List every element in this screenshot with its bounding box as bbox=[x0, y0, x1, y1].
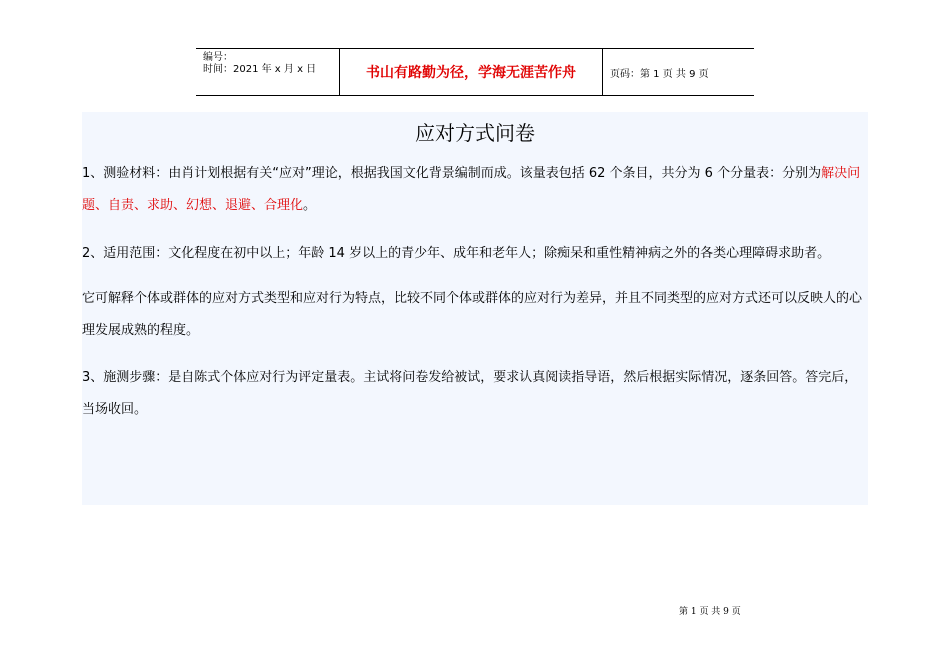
paragraph-explanation: 它可解释个体或群体的应对方式类型和应对行为特点，比较不同个体或群体的应对行为差异，并且不同类型的应对方式还可以反映人的心理发展成熟的程度。 bbox=[82, 291, 863, 338]
footer-page-number: 第 1 页 共 9 页 bbox=[679, 607, 741, 617]
header-meta-cell bbox=[196, 49, 339, 95]
document-header bbox=[196, 48, 754, 96]
paragraph-materials bbox=[82, 158, 868, 222]
document-body bbox=[82, 112, 868, 505]
header-motto: 书山有路勤为径，学海无涯苦作舟 bbox=[366, 65, 576, 81]
paragraph-procedure: 3、施测步骤：是自陈式个体应对行为评定量表。主试将问卷发给被试，要求认真阅读指导语，然后根据实际情况，逐条回答。答完后，当场收回。 bbox=[82, 370, 858, 417]
materials-text: 1、测验材料：由肖计划根据有关“应对”理论，根据我国文化背景编制而成。该量表包括 62 个条目，共分为 6 个分量表：分别为 bbox=[82, 166, 822, 181]
header-page-info: 页码：第 1 页 共 9 页 bbox=[610, 68, 709, 80]
paragraph-scope: 2、适用范围：文化程度在初中以上；年龄 14 岁以上的青少年、成年和老年人；除痴呆和重性精神病之外的各类心理障碍求助者。 bbox=[82, 246, 831, 261]
time-label: 时间：2021 年 x 月 x 日 bbox=[203, 64, 317, 75]
header-page-cell bbox=[603, 49, 754, 95]
subscale-list: 解决问题、自责、求助、幻想、退避、合理化 bbox=[82, 166, 861, 213]
document-title: 应对方式问卷 bbox=[415, 121, 535, 145]
page-footer bbox=[679, 604, 741, 617]
header-motto-cell bbox=[339, 49, 603, 95]
materials-end: 。 bbox=[303, 198, 317, 213]
number-label: 编号： bbox=[203, 52, 233, 63]
